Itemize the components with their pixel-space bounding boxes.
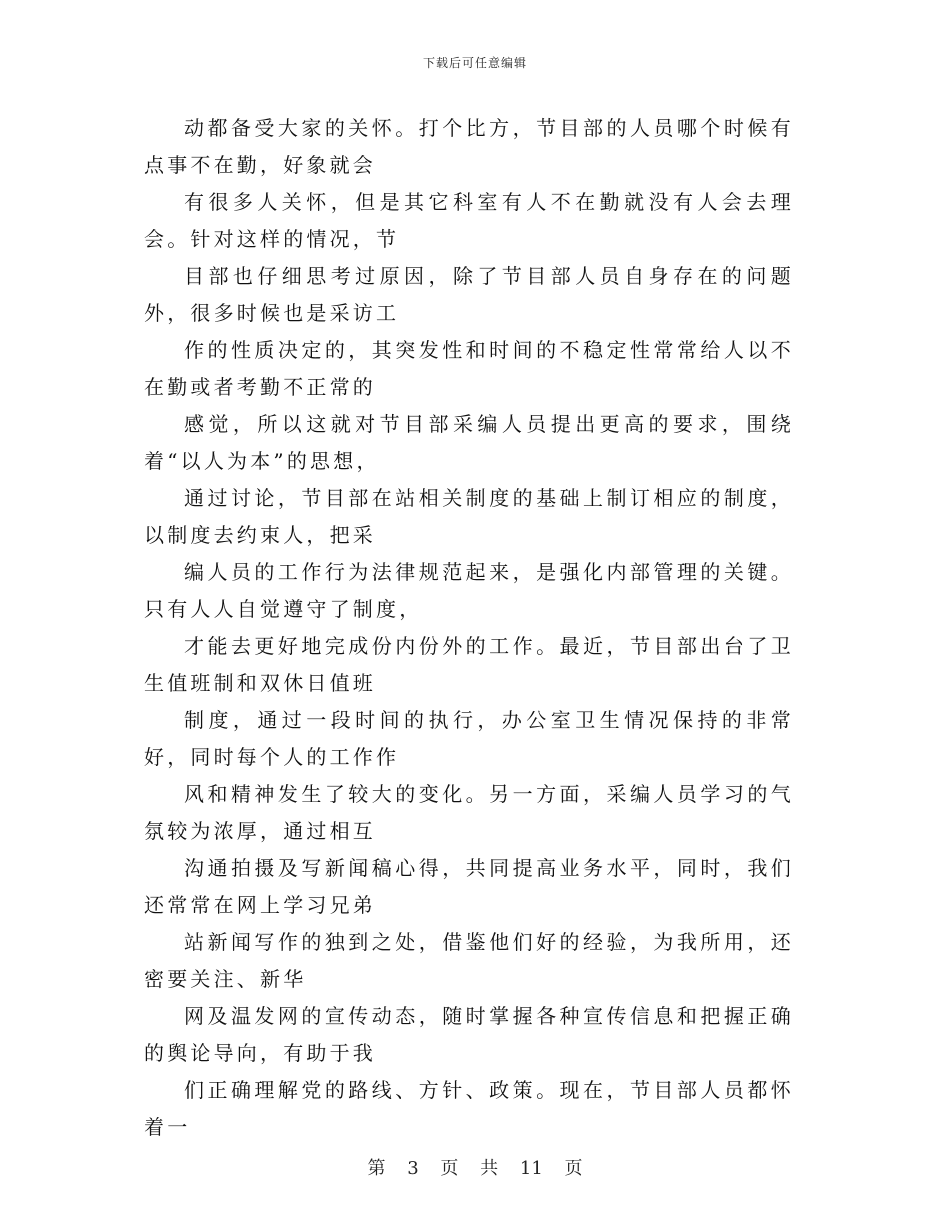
- paragraph: 风和精神发生了较大的变化。另一方面，采编人员学习的气氛较为浓厚，通过相互: [144, 782, 794, 843]
- total-label: 共: [480, 1158, 499, 1179]
- page-label-suffix: 页: [564, 1158, 583, 1179]
- paragraph: 沟通拍摄及写新闻稿心得，共同提高业务水平，同时，我们还常常在网上学习兄弟: [144, 856, 794, 917]
- paragraph: 才能去更好地完成份内份外的工作。最近，节目部出台了卫生值班制和双休日值班: [144, 634, 794, 695]
- paragraph: 网及温发网的宣传动态，随时掌握各种宣传信息和把握正确的舆论导向，有助于我: [144, 1004, 794, 1065]
- current-page-number: 3: [407, 1158, 419, 1179]
- paragraph: 感觉，所以这就对节目部采编人员提出更高的要求，围绕着“以人为本”的思想，: [144, 412, 794, 473]
- page-number-footer: [0, 1154, 950, 1180]
- page-header-note: 下载后可任意编辑: [422, 56, 527, 70]
- paragraph: 编人员的工作行为法律规范起来，是强化内部管理的关键。只有人人自觉遵守了制度，: [144, 560, 794, 621]
- total-pages-number: 11: [519, 1158, 543, 1179]
- paragraph: 通过讨论，节目部在站相关制度的基础上制订相应的制度，以制度去约束人，把采: [144, 486, 794, 547]
- paragraph: 目部也仔细思考过原因，除了节目部人员自身存在的问题外，很多时候也是采访工: [144, 264, 794, 325]
- paragraph: 站新闻写作的独到之处，借鉴他们好的经验，为我所用，还密要关注、新华: [144, 930, 794, 991]
- paragraph: 们正确理解党的路线、方针、政策。现在，节目部人员都怀着一: [144, 1078, 794, 1139]
- paragraph: 制度，通过一段时间的执行，办公室卫生情况保持的非常好，同时每个人的工作作: [144, 708, 794, 769]
- paragraph: 作的性质决定的，其突发性和时间的不稳定性常常给人以不在勤或者考勤不正常的: [144, 338, 794, 399]
- paragraph: 动都备受大家的关怀。打个比方，节目部的人员哪个时候有点事不在勤，好象就会: [144, 116, 794, 177]
- document-body: [144, 110, 794, 1146]
- page-label-prefix: 第: [367, 1158, 386, 1179]
- paragraph: 有很多人关怀，但是其它科室有人不在勤就没有人会去理会。针对这样的情况，节: [144, 190, 794, 251]
- page-label-mid: 页: [440, 1158, 459, 1179]
